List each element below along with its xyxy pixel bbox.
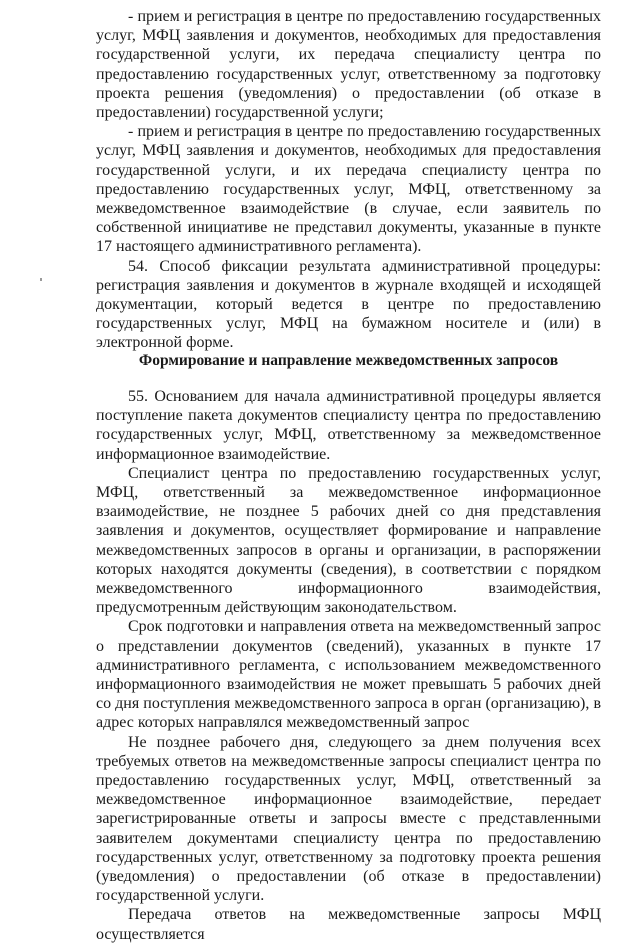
list-item-1: - прием и регистрация в центре по предоставлению государственных услуг, МФЦ заявления и документов, необходимых для предоставления государственной услуги, их передача специалисту центра по предоставлению государственных услуг, ответственному за подготовку проекта решения (уведомления) о предоставлении (об отказе в предоставлении) государственной услуги; [96,8,601,122]
paragraph-deadline: Срок подготовки и направления ответа на межведомственный запрос о представлении документов (сведений), указанных в пункте 17 административного регламента, с использованием межведомственного информационного взаимодействия не может превышать 5 рабочих дней со дня поступления межведомственного запроса в орган (организацию), в адрес которых направлялся межведомственный запрос [96,618,601,732]
scan-mark [40,278,42,281]
section-heading: Формирование и направление межведомственных запросов [138,352,559,369]
section-top [96,7,601,353]
paragraph-specialist: Специалист центра по предоставлению государственных услуг, МФЦ, ответственный за межведомственное информационное взаимодействие, не позднее 5 рабочих дней со дня представления заявления и документов, осуществляет формирование и направление межведомственных запросов в органы и организации, в распоряжении которых находятся документы (сведения), в соответствии с порядком межведомственного информационного взаимодействия, предусмотренным действующим законодательством. [96,464,601,617]
paragraph-mfc: Передача ответов на межведомственные запросы МФЦ осуществляется [96,906,601,943]
section-bottom [96,387,601,944]
paragraph-55: 55. Основанием для начала административной процедуры является поступление пакета документов специалисту центра по предоставлению государственных услуг, МФЦ, ответственному за межведомственное информационное взаимодействие. [96,388,601,463]
list-item-2: - прием и регистрация в центре по предоставлению государственных услуг, МФЦ заявления и документов, необходимых для предоставления государственной услуги, и их передача специалисту центра по предоставлению государственных услуг, МФЦ, ответственному за межведомственное взаимодействие (в случае, если заявитель по собственной инициативе не представил документы, указанные в пункте 17 настоящего административного регламента). [96,123,601,256]
paragraph-54: 54. Способ фиксации результата административной процедуры: регистрация заявления и документов в журнале входящей и исходящей документации, который ведется в центре по предоставлению государственных услуг, МФЦ на бумажном носителе и (или) в электронной форме. [96,257,601,352]
paragraph-transfer: Не позднее рабочего дня, следующего за днем получения всех требуемых ответов на межведомственные запросы специалист центра по предоставлению государственных услуг, МФЦ, ответственный за межведомственное информационное взаимодействие, передает зарегистрированные ответы и запросы вместе с представленными заявителем документами специалисту центра по предоставлению государственных услуг, ответственному за подготовку проекта решения (уведомления) о предоставлении (об отказе в предоставлении) государственной услуги. [96,733,601,905]
